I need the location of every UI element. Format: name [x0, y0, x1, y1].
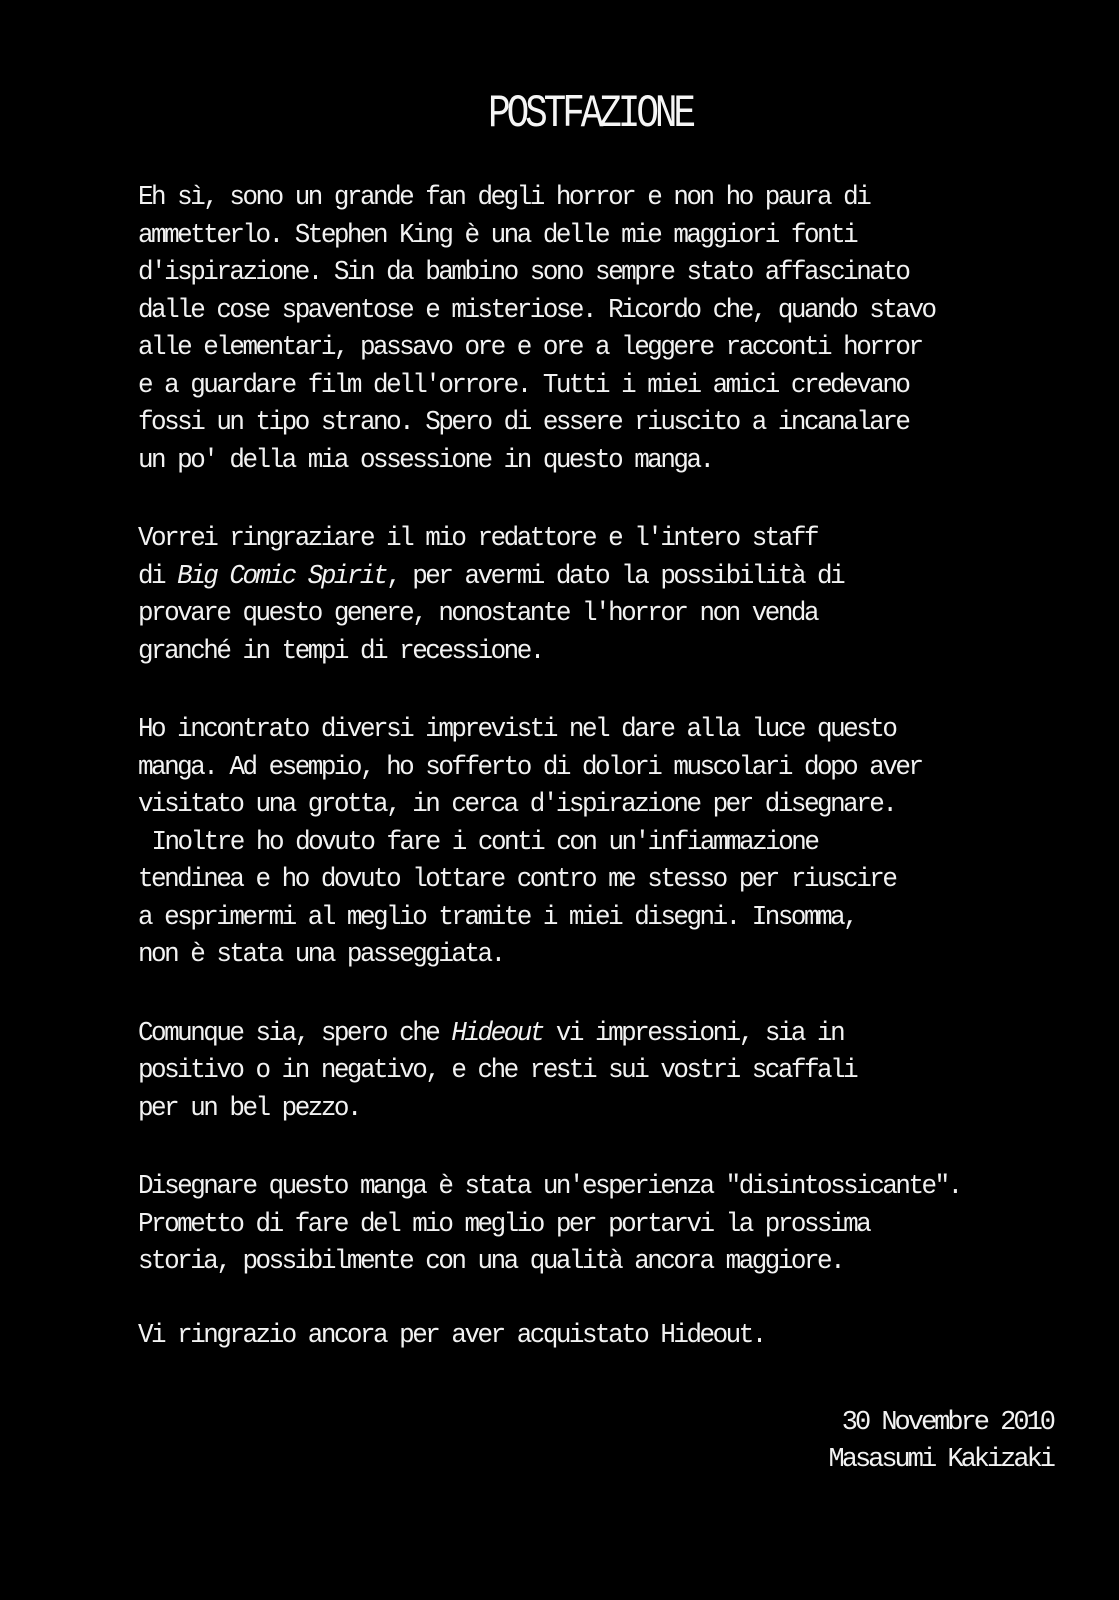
text-line: [138, 559, 1002, 597]
text-line: visitato una grotta, in cerca d'ispirazione per disegnare.: [138, 790, 896, 820]
text-line: tendinea e ho dovuto lottare contro me stesso per riuscire: [138, 865, 896, 895]
text-line: per un bel pezzo.: [138, 1093, 360, 1124]
text-line: [138, 1016, 1002, 1054]
text-line: a esprimermi al meglio tramite i miei disegni. Insomma,: [138, 902, 857, 933]
text-line: manga. Ad esempio, ho sofferto di dolori muscolari dopo aver: [138, 752, 922, 783]
paragraph-spacer: [138, 1282, 1038, 1318]
text-line: Eh sì, sono un grande fan degli horror e non ho paura di: [138, 183, 870, 213]
text-line: d'ispirazione. Sin da bambino sono sempre stato affascinato: [138, 258, 909, 288]
afterword-body: [138, 180, 1038, 1355]
paragraph-2: [138, 521, 1038, 671]
text-line: storia, possibilmente con una qualità ancora maggiore.: [138, 1247, 844, 1277]
text-line: Ho incontrato diversi imprevisti nel dare alla luce questo: [138, 715, 896, 745]
text-line: Disegnare questo manga è stata un'esperienza "disintossicante".: [138, 1172, 961, 1202]
paragraph-spacer: [138, 480, 1038, 521]
page-title: POSTFAZIONE: [488, 88, 692, 140]
paragraph-5: [138, 1169, 1038, 1282]
text-line: Vi ringrazio ancora per aver acquistato Hideout.: [138, 1320, 765, 1351]
text-line: provare questo genere, nonostante l'horror non venda: [138, 599, 818, 629]
magazine-title: Big Comic Spirit: [177, 561, 387, 592]
text-line: ammetterlo. Stephen King è una delle mie maggiori fonti: [138, 220, 857, 251]
text-line: positivo o in negativo, e che resti sui vostri scaffali: [138, 1056, 857, 1086]
text-segment: Comunque sia, spero che: [138, 1018, 452, 1049]
text-line: Vorrei ringraziare il mio redattore e l'intero staff: [138, 524, 818, 554]
paragraph-spacer: [138, 671, 1038, 712]
text-line: non è stata una passeggiata.: [138, 940, 504, 970]
paragraph-1: [138, 180, 1038, 480]
text-line: Prometto di fare del mio meglio per portarvi la prossima: [138, 1209, 870, 1240]
text-line: Inoltre ho dovuto fare i conti con un'infiammazione: [151, 827, 818, 858]
signature-block: [829, 1405, 1053, 1479]
paragraph-spacer: [138, 1128, 1038, 1169]
paragraph-4: [138, 1016, 1038, 1129]
text-line: e a guardare film dell'orrore. Tutti i miei amici credevano: [138, 370, 909, 401]
signature-date: 30 Novembre 2010: [841, 1408, 1053, 1438]
text-line: dalle cose spaventose e misteriose. Ricordo che, quando stavo: [138, 295, 935, 326]
text-segment: , per avermi dato la possibilità di: [386, 561, 844, 592]
paragraph-6: [138, 1318, 1038, 1356]
paragraph-3: [138, 712, 1038, 975]
text-line: alle elementari, passavo ore e ore a leggere racconti horror: [138, 333, 922, 363]
text-segment: vi impressioni, sia in: [542, 1018, 844, 1049]
text-line: granché in tempi di recessione.: [138, 636, 543, 667]
text-line: un po' della mia ossessione in questo manga.: [138, 445, 713, 476]
text-line: fossi un tipo strano. Spero di essere riuscito a incanalare: [138, 408, 909, 438]
signature-author: Masasumi Kakizaki: [828, 1445, 1053, 1475]
paragraph-spacer: [138, 975, 1038, 1016]
manga-title: Hideout: [451, 1018, 543, 1049]
text-segment: di: [138, 561, 178, 592]
